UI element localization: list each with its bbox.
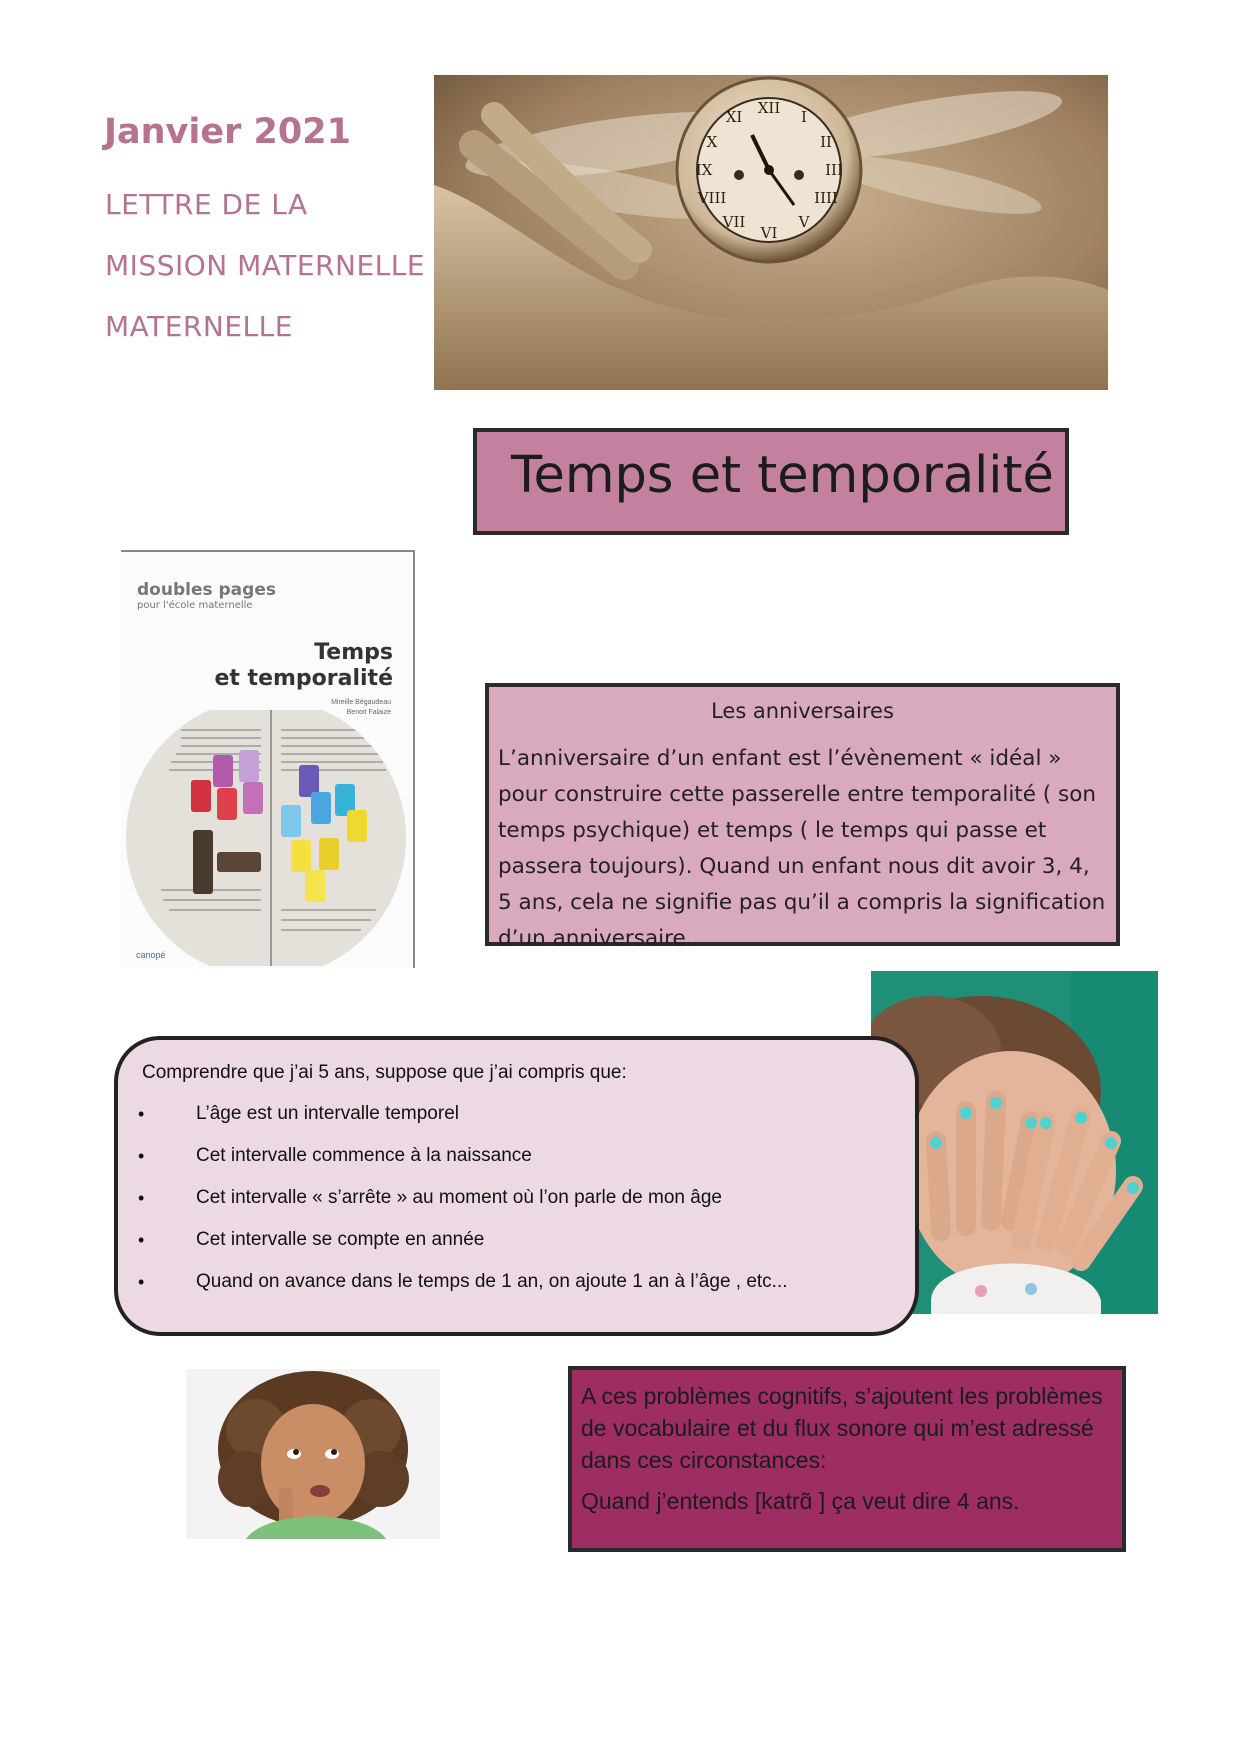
issue-date: Janvier 2021 (104, 112, 351, 152)
list-item-text: L’âge est un intervalle temporel (196, 1103, 459, 1124)
clock-photo (434, 75, 1108, 390)
list-item (138, 1144, 788, 1186)
vocabulaire-text: A ces problèmes cognitifs, s’ajoutent les problèmes de vocabulaire et du flux sonore qui m’est adressé dans ces circonstances: (581, 1383, 1103, 1473)
list-item-text: Cet intervalle « s’arrête » au moment où l’on parle de mon âge (196, 1187, 722, 1208)
list-item (138, 1270, 788, 1312)
list-item (138, 1228, 788, 1270)
bullet-icon: • (138, 1104, 145, 1124)
svg-text:I: I (801, 108, 807, 126)
comprendre-list (138, 1102, 788, 1312)
book-title-line-1: Temps (314, 640, 393, 665)
list-item (138, 1186, 788, 1228)
bullet-icon: • (138, 1272, 145, 1292)
list-item-text: Cet intervalle se compte en année (196, 1229, 485, 1250)
svg-text:XII: XII (757, 99, 781, 117)
book-author-2: Benoit Falaize (346, 709, 391, 716)
child-thinking-photo (186, 1369, 440, 1539)
vocabulaire-box (568, 1366, 1126, 1552)
comprendre-intro: Comprendre que j’ai 5 ans, suppose que j’ai compris que: (142, 1062, 627, 1083)
svg-text:II: II (820, 133, 832, 151)
bullet-icon: • (138, 1230, 145, 1250)
svg-text:VII: VII (722, 213, 746, 231)
header-line-1: LETTRE DE LA (105, 188, 308, 221)
bullet-icon: • (138, 1146, 145, 1166)
svg-text:X: X (706, 133, 718, 151)
page-title: Temps et temporalité (511, 446, 1054, 505)
svg-text:VI: VI (760, 224, 778, 242)
book-publisher: canopé (136, 950, 166, 960)
book-series-subtitle: pour l'école maternelle (137, 600, 253, 611)
comprendre-box (114, 1036, 919, 1336)
svg-text:IX: IX (695, 161, 713, 179)
svg-text:III: III (825, 161, 843, 179)
thinking-child-illustration (186, 1369, 440, 1539)
svg-text:VIII: VIII (697, 189, 727, 207)
book-cover (121, 550, 415, 968)
bullet-icon: • (138, 1188, 145, 1208)
winged-clock-illustration (434, 75, 1108, 390)
list-item-text: Quand on avance dans le temps de 1 an, on ajoute 1 an à l’âge , etc... (196, 1271, 788, 1292)
header-line-3: MATERNELLE (105, 310, 293, 343)
svg-text:V: V (798, 213, 810, 231)
thread-spools-illustration (121, 710, 411, 966)
header-line-2: MISSION MATERNELLE (105, 249, 426, 282)
book-title-line-2: et temporalité (214, 666, 393, 691)
title-box (473, 428, 1069, 535)
anniversaires-text: L’anniversaire d’un enfant est l’évènement « idéal » pour construire cette passerelle entre temporalité ( son temps psychique) et temps ( le temps qui passe et passera toujours). Quand un enfant nous dit avoir 3, 4, 5 ans, cela ne signifie pas qu’il a compris la signification d’un anniversaire. (498, 746, 1106, 951)
svg-text:IIII: IIII (814, 189, 838, 207)
list-item (138, 1102, 788, 1144)
book-series-title: doubles pages (137, 580, 276, 600)
anniversaires-title: Les anniversaires (711, 699, 894, 723)
book-author-1: Mireille Bégaudeau (331, 699, 391, 706)
svg-text:XI: XI (725, 108, 743, 126)
vocabulaire-example: Quand j’entends [katrɑ̃ ] ça veut dire 4 ans. (581, 1488, 1020, 1514)
list-item-text: Cet intervalle commence à la naissance (196, 1145, 532, 1166)
anniversaires-box (485, 683, 1120, 951)
